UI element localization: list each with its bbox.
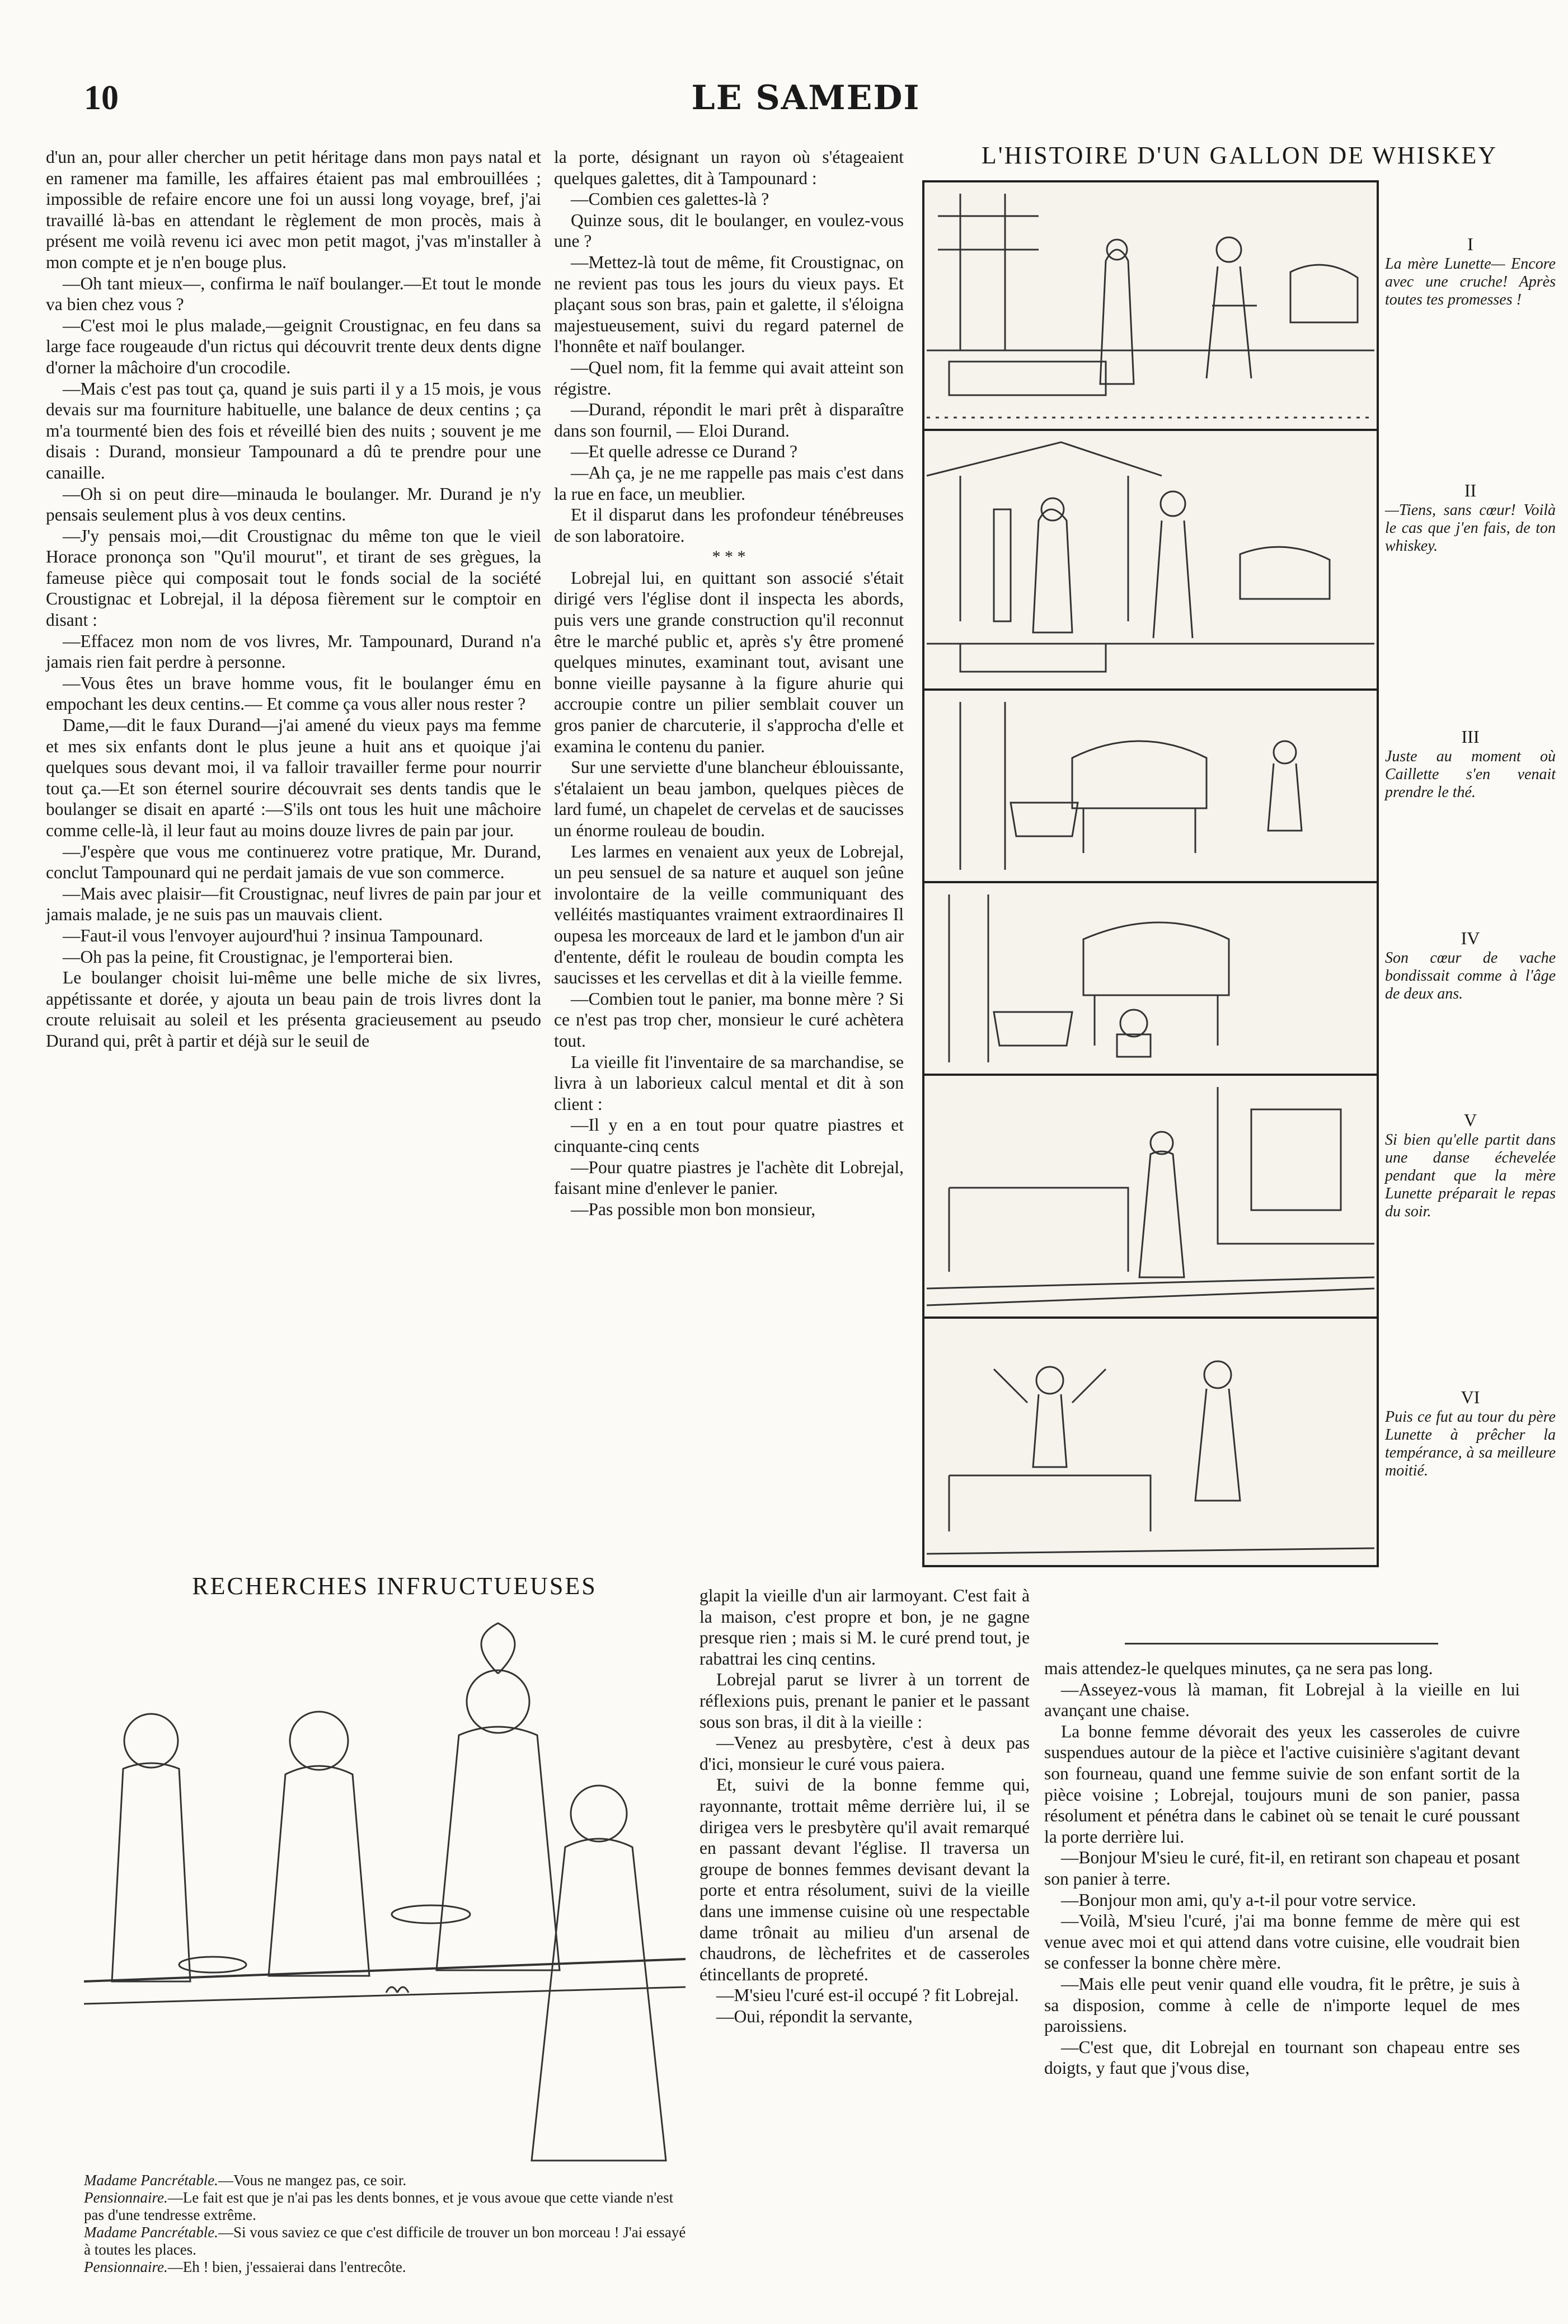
comic-caption-1	[1385, 235, 1556, 309]
paragraph: Sur une serviette d'une blancheur éblouissante, s'étalaient un beau jambon, quelques pièces de lard fumé, un chapelet de cervelas et de saucisses un énorme rouleau de boudin.	[554, 757, 904, 840]
paragraph: —Oh si on peut dire—minauda le boulanger. Mr. Durand je n'y pensais seulement plus à vos deux centins.	[46, 484, 541, 525]
paragraph: Dame,—dit le faux Durand—j'ai amené du vieux pays ma femme et mes six enfants dont le plus jeune a huit ans et quoique j'ai quelques sous devant moi, il va falloir travailler ferme pour nourrir tout ça.—Et son éternel sourire découvrait ses dents tandis que le boulanger se disait en aparté :—S'ils ont tous les huit une mâchoire comme celle-là, il leur faut au moins douze livres de pain par jour.	[46, 715, 541, 840]
paragraph: —Vous êtes un brave homme vous, fit le boulanger ému en empochant les deux centins.— Et comme ça vous aller nous rester ?	[46, 673, 541, 714]
caption-line	[84, 2189, 694, 2224]
article-column-4	[1044, 1658, 1520, 2079]
speaker-line: —Vous ne mangez pas, ce soir.	[218, 2172, 407, 2189]
paragraph: Le boulanger choisit lui-même une belle miche de six livres, appétissante et dorée, y ajouta un beau pain de trois livres dont la croute reluisait au soleil et les présenta gracieusement au pseudo Durand qui, prêt à partir et déjà sur le seuil de	[46, 968, 541, 1051]
comic-caption-2	[1385, 481, 1556, 555]
paragraph: —Pour quatre piastres je l'achète dit Lobrejal, faisant mine d'enlever le panier.	[554, 1157, 904, 1198]
article-column-3	[700, 1585, 1030, 2027]
speaker-name: Madame Pancrétable.	[84, 2224, 218, 2241]
paragraph: —Combien ces galettes-là ?	[571, 189, 769, 209]
page-number: 10	[84, 79, 119, 117]
paragraph: —Asseyez-vous là maman, fit Lobrejal à la vieille en lui avançant une chaise.	[1044, 1679, 1520, 1721]
comic-panel-2	[922, 429, 1379, 691]
paragraph: —Mais elle peut venir quand elle voudra, fit le prêtre, je suis à sa disposion, comme à celle de n'importe lequel de mes paroissiens.	[1044, 1974, 1520, 2036]
comic-panel-5-illustration	[924, 1076, 1377, 1316]
caption-text: La mère Lunette— Encore avec une cruche! Après toutes tes promesses !	[1385, 255, 1556, 308]
comic-panel-4	[922, 881, 1379, 1076]
comic-panel-1-illustration	[924, 182, 1377, 429]
paragraph: —Effacez mon nom de vos livres, Mr. Tampounard, Durand n'a jamais rien fait perdre à personne.	[46, 631, 541, 672]
caption-line	[84, 2224, 694, 2259]
speaker-name: Madame Pancrétable.	[84, 2172, 218, 2189]
paragraph: Lobrejal parut se livrer à un torrent de réflexions puis, prenant le panier et le passant sous son bras, il dit à la vieille :	[700, 1670, 1030, 1732]
caption-text: Juste au moment où Caillette s'en venait prendre le thé.	[1385, 748, 1556, 801]
comic-panel-4-illustration	[924, 883, 1377, 1074]
caption-text: Puis ce fut au tour du père Lunette à prêcher la tempérance, à sa meilleure moitié.	[1385, 1408, 1556, 1479]
caption-line	[84, 2259, 694, 2276]
paragraph: Les larmes en venaient aux yeux de Lobrejal, un peu sensuel de sa nature et auquel son jeûne involontaire de la veille communiquant des velléités mastiquantes vraiment extraordinaires Il oupesa les morceaux de lard et le jambon d'un air d'entente, défit le rouleau de boudin compta les saucisses et les cervellas et dit à la vieille femme.	[554, 841, 904, 988]
caption-number: I	[1467, 234, 1473, 254]
caption-number: VI	[1461, 1387, 1480, 1407]
paragraph: —Oui, répondit la servante,	[716, 2006, 913, 2026]
comic-caption-3	[1385, 728, 1556, 802]
paragraph: —Bonjour mon ami, qu'y a-t-il pour votre service.	[1061, 1890, 1416, 1910]
paragraph: —C'est que, dit Lobrejal en tournant son chapeau entre ses doigts, y faut que j'vous dise,	[1044, 2037, 1520, 2078]
cartoon-illustration	[84, 1601, 686, 2166]
paragraph: —Pas possible mon bon monsieur,	[571, 1199, 816, 1219]
paragraph: —Mais c'est pas tout ça, quand je suis parti il y a 15 mois, je vous devais sur ma fourniture habituelle, une balance de deux centins ; ça m'a tourmenté bien des fois et réveillé bien des nuits ; souvent je me disais : Durand, monsieur Tampounard a dû te prendre pour une canaille.	[46, 378, 541, 482]
comic-caption-6	[1385, 1388, 1556, 1480]
paragraph: la porte, désignant un rayon où s'étageaient quelques galettes, dit à Tampounard :	[554, 147, 904, 188]
paragraph: —J'espère que vous me continuerez votre pratique, Mr. Durand, conclut Tampounard qui ne perdait jamais de vue son commerce.	[46, 841, 541, 883]
paragraph: —Faut-il vous l'envoyer aujourd'hui ? insinua Tampounard.	[63, 925, 483, 945]
paragraph: —M'sieu l'curé est-il occupé ? fit Lobrejal.	[716, 1985, 1019, 2006]
speaker-name: Pensionnaire.	[84, 2259, 168, 2275]
paragraph: —Et quelle adresse ce Durand ?	[571, 442, 797, 462]
paragraph: —Durand, répondit le mari prêt à disparaître dans son fournil, — Eloi Durand.	[554, 400, 904, 441]
cartoon-heading: RECHERCHES INFRUCTUEUSES	[192, 1572, 597, 1600]
comic-panel-6	[922, 1316, 1379, 1567]
paragraph: —Il y en a en tout pour quatre piastres et cinquante-cinq cents	[554, 1115, 904, 1156]
caption-number: III	[1461, 727, 1480, 747]
paragraph: —Venez au presbytère, c'est à deux pas d'ici, monsieur le curé vous paiera.	[700, 1733, 1030, 1774]
paragraph: mais attendez-le quelques minutes, ça ne sera pas long.	[1044, 1658, 1433, 1678]
paragraph: La vieille fit l'inventaire de sa marchandise, se livra à un laborieux calcul mental et dit à son client :	[554, 1052, 904, 1114]
paragraph: —Quel nom, fit la femme qui avait atteint son régistre.	[554, 357, 904, 399]
paragraph: —Voilà, M'sieu l'curé, j'ai ma bonne femme de mère qui est venue avec moi et qui attend dans votre cuisine, elle voudrait bien se confesser la bonne chère mère.	[1044, 1911, 1520, 1973]
article-column-1	[46, 147, 541, 1052]
speaker-line: —Le fait est que je n'ai pas les dents bonnes, et je vous avoue que cette viande n'est pas d'une tendresse extrême.	[84, 2189, 674, 2223]
comic-caption-4	[1385, 929, 1556, 1003]
paragraph: d'un an, pour aller chercher un petit héritage dans mon pays natal et en ramener ma famille, les affaires étaient pas mal embrouillées ; impossible de refaire encore une foi un aussi long voyage, bref, j'ai travaillé là-bas en attendant le règlement de mon procès, mais à présent me voilà revenu ici avec mon petit magot, j'vas m'installer à mon compte et je n'en bouge plus.	[46, 147, 541, 272]
caption-text: —Tiens, sans cœur! Voilà le cas que j'en fais, de ton whiskey.	[1385, 502, 1556, 555]
paragraph: —C'est moi le plus malade,—geignit Croustignac, en feu dans sa large face rougeaude d'un rictus qui découvrit trente deux dents digne d'orner la mâchoire d'un crocodile.	[46, 315, 541, 377]
paragraph: —Mais avec plaisir—fit Croustignac, neuf livres de pain par jour et jamais malade, je ne suis pas un mauvais client.	[46, 883, 541, 925]
caption-text: Son cœur de vache bondissait comme à l'âge de deux ans.	[1385, 949, 1556, 1002]
paragraph: —Oh pas la peine, fit Croustignac, je l'emporterai bien.	[63, 947, 453, 967]
paragraph: —Ah ça, je ne me rappelle pas mais c'est dans la rue en face, un meublier.	[554, 462, 904, 504]
speaker-line: —Eh ! bien, j'essaierai dans l'entrecôte.	[167, 2259, 406, 2275]
comic-panel-3	[922, 688, 1379, 883]
caption-line	[84, 2172, 694, 2189]
paragraph: —J'y pensais moi,—dit Croustignac du même ton que le vieil Horace prononça son "Qu'il mourut", et tirant de ses grègues, la fameuse pièce qui composait tout le fonds social de la société Croustignac et Lobrejal, il la déposa fièrement sur le comptoir en disant :	[46, 526, 541, 630]
comic-heading: L'HISTOIRE D'UN GALLON DE WHISKEY	[981, 142, 1498, 169]
caption-text: Si bien qu'elle partit dans une danse échevelée pendant que la mère Lunette préparait le repas du soir.	[1385, 1131, 1556, 1220]
comic-panel-3-illustration	[924, 691, 1377, 881]
article-column-2	[554, 147, 904, 1220]
paragraph: Lobrejal lui, en quittant son associé s'était dirigé vers l'église dont il inspecta les abords, puis vers une grande construction qu'il reconnut être le marché public et, après s'y être promené quelques minutes, examinant tout, avisant une bonne vieille paysanne à la figure ahurie qui accroupie contre un pilier semblait couver un gros panier de charcuterie, il s'approcha d'elle et examina le contenu du panier.	[554, 568, 904, 756]
paragraph: Quinze sous, dit le boulanger, en voulez-vous une ?	[554, 210, 904, 251]
comic-panel-1	[922, 180, 1379, 431]
caption-number: V	[1463, 1110, 1477, 1130]
paragraph: —Oh tant mieux—, confirma le naïf boulanger.—Et tout le monde va bien chez vous ?	[46, 273, 541, 315]
paragraph: glapit la vieille d'un air larmoyant. C'est fait à la maison, c'est propre et bon, je ne gagne presque rien ; mais si M. le curé prend tout, je rabattrai les cinq centins.	[700, 1586, 1030, 1669]
caption-number: II	[1464, 480, 1477, 500]
column-divider-rule	[1125, 1643, 1438, 1644]
paragraph: Et, suivi de la bonne femme qui, rayonnante, trottait même derrière lui, il se dirigea vers le presbytère qu'il avait remarqué en passant devant l'église. Il traversa un groupe de bonnes femmes devisant devant la porte et entra résolument, suivi de la vieille dans une immense cuisine où une respectable dame trônait au milieu d'un arsenal de chaudrons, de lèchefrites et de casseroles étincellants de propreté.	[700, 1775, 1030, 1984]
paragraph: La bonne femme dévorait des yeux les casseroles de cuivre suspendues autour de la pièce et l'active cuisinière s'agitant devant son fourneau, quand une femme suivie de son enfant sortit de la pièce voisine ; Lobrejal, toujours muni de son panier, passa résolument et pénétra dans le cabinet où se tenait le curé poussant la porte derrière lui.	[1044, 1721, 1520, 1847]
comic-panel-6-illustration	[924, 1319, 1377, 1565]
section-separator: * * *	[712, 547, 746, 566]
newspaper-title: LE SAMEDI	[691, 78, 921, 118]
paragraph: Et il disparut dans les profondeur ténébreuses de son laboratoire.	[554, 505, 904, 546]
comic-panel-5	[922, 1074, 1379, 1319]
speaker-name: Pensionnaire.	[84, 2189, 168, 2206]
caption-number: IV	[1461, 928, 1480, 948]
paragraph: —Combien tout le panier, ma bonne mère ? Si ce n'est pas trop cher, monsieur le curé achètera tout.	[554, 988, 904, 1051]
dinner-table-illustration	[84, 1601, 686, 2166]
speaker-line: —Si vous saviez ce que c'est difficile de trouver un bon morceau ! J'ai essayé à toutes les places.	[84, 2224, 686, 2258]
cartoon-caption	[84, 2172, 694, 2276]
comic-panel-2-illustration	[924, 431, 1377, 688]
comic-caption-5	[1385, 1111, 1556, 1221]
paragraph: —Mettez-là tout de même, fit Croustignac, on ne revient pas tous les jours du vieux pays. Et plaçant sous son bras, pain et galette, il s'éloigna majestueusement, suivi du regard paternel de l'honnête et naïf boulanger.	[554, 252, 904, 357]
paragraph: —Bonjour M'sieu le curé, fit-il, en retirant son chapeau et posant son panier à terre.	[1044, 1848, 1520, 1889]
